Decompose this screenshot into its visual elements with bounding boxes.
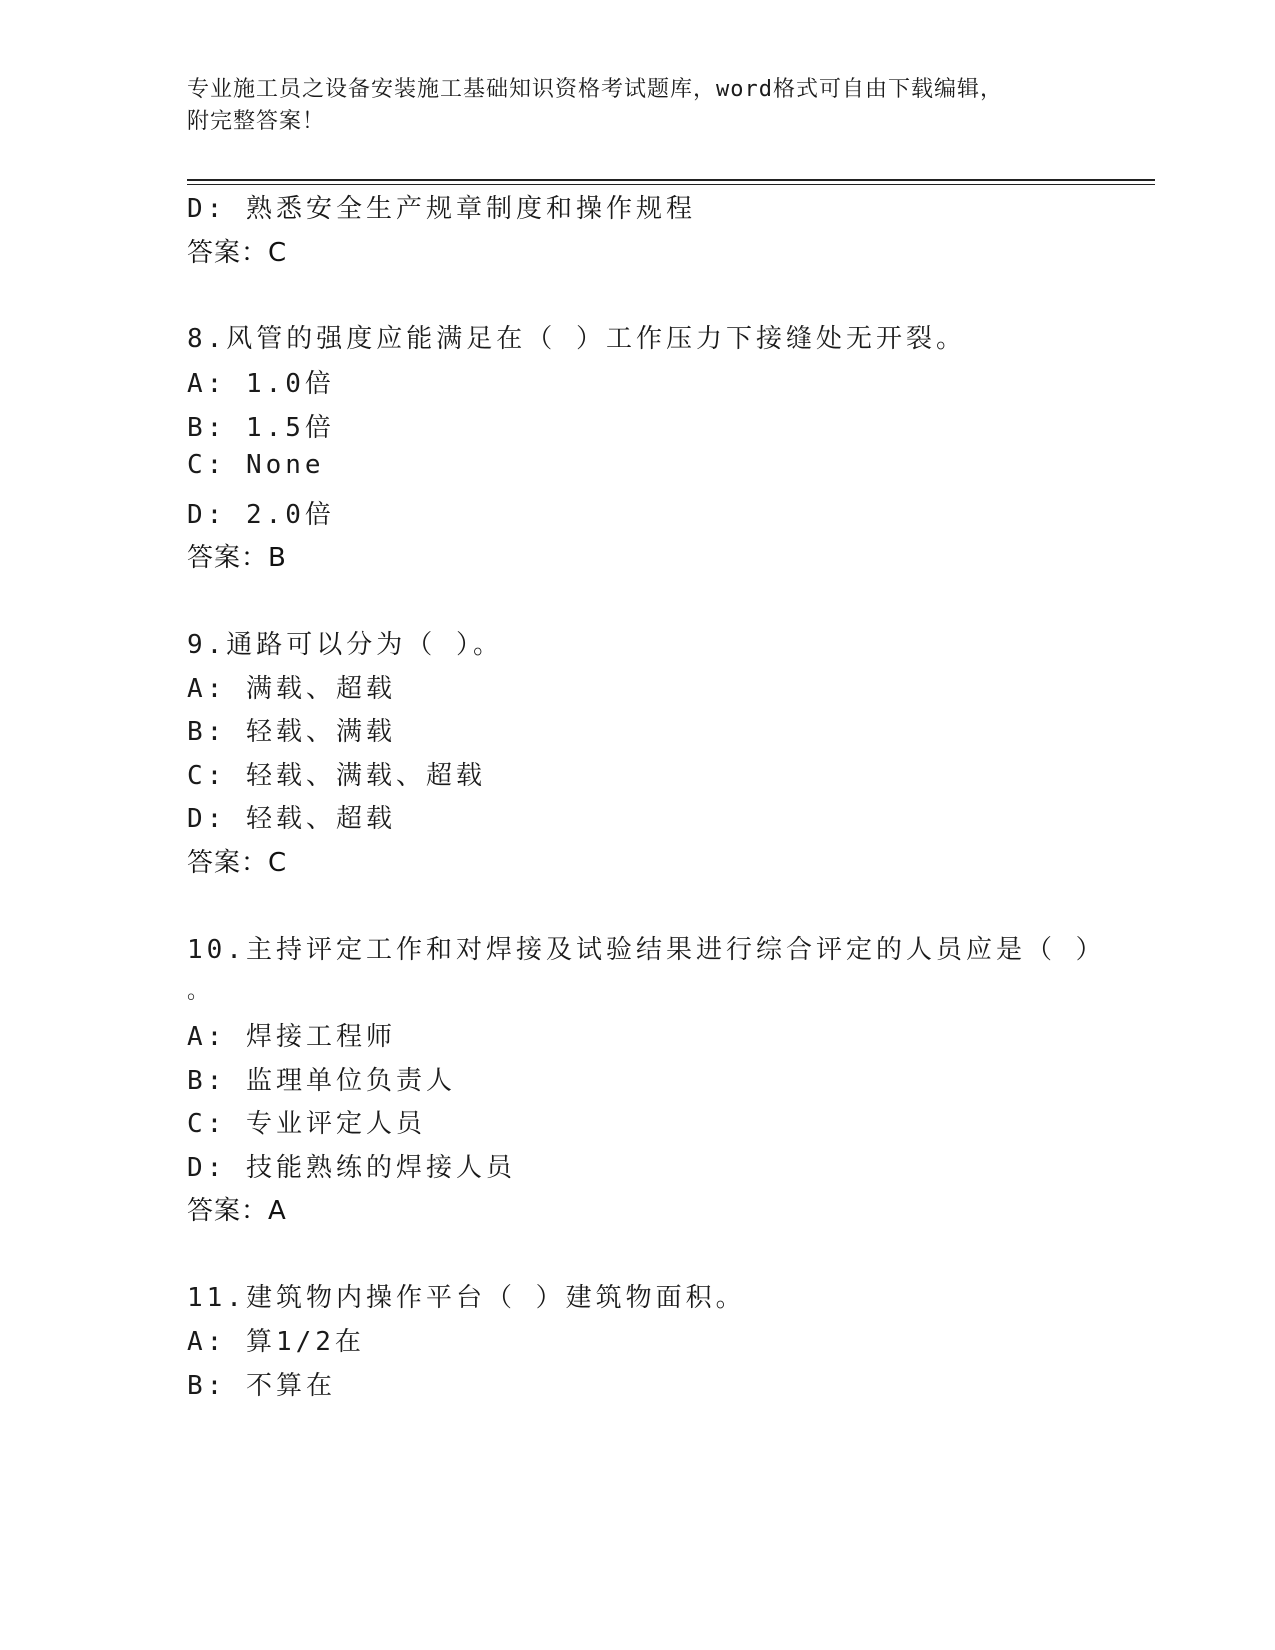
question-9-option-a: A: 满载、超载 [187,674,396,704]
question-8-option-b: B: 1.5倍 [187,413,335,443]
question-8-stem: 8.风管的强度应能满足在（ ）工作压力下接缝处无开裂。 [187,324,966,354]
question-10-option-c: C: 专业评定人员 [187,1109,426,1139]
question-9-stem: 9.通路可以分为（ ）。 [187,630,503,660]
question-9-answer: 答案：C [187,848,288,878]
question-10-answer: 答案：A [187,1196,287,1226]
header-divider-thin [187,184,1155,185]
header-divider-thick [187,179,1155,181]
question-11-option-a: A: 算1/2在 [187,1327,365,1357]
question-8-option-a: A: 1.0倍 [187,369,335,399]
question-11-option-b: B: 不算在 [187,1371,336,1401]
header-line-2: 附完整答案！ [187,109,326,134]
question-10-option-d: D: 技能熟练的焊接人员 [187,1153,516,1183]
question-9-option-c: C: 轻载、满载、超载 [187,761,486,791]
question-10-option-b: B: 监理单位负责人 [187,1066,456,1096]
header-line-1: 专业施工员之设备安装施工基础知识资格考试题库，word格式可自由下载编辑， [187,77,1003,102]
question-8-option-c: C: None [187,450,325,480]
question-10-stem: 10.主持评定工作和对焊接及试验结果进行综合评定的人员应是（ ） [187,935,1106,965]
question-11-stem: 11.建筑物内操作平台（ ）建筑物面积。 [187,1283,746,1313]
document-header [187,74,1087,138]
question-10-option-a: A: 焊接工程师 [187,1022,396,1052]
question-10-stem-continuation: 。 [187,979,210,1004]
question-9-option-d: D: 轻载、超载 [187,804,396,834]
question-9-option-b: B: 轻载、满载 [187,717,396,747]
prev-question-answer: 答案：C [187,238,288,268]
question-8-option-d: D: 2.0倍 [187,500,335,530]
question-8-answer: 答案：B [187,543,287,573]
prev-question-option-d: D: 熟悉安全生产规章制度和操作规程 [187,194,696,224]
